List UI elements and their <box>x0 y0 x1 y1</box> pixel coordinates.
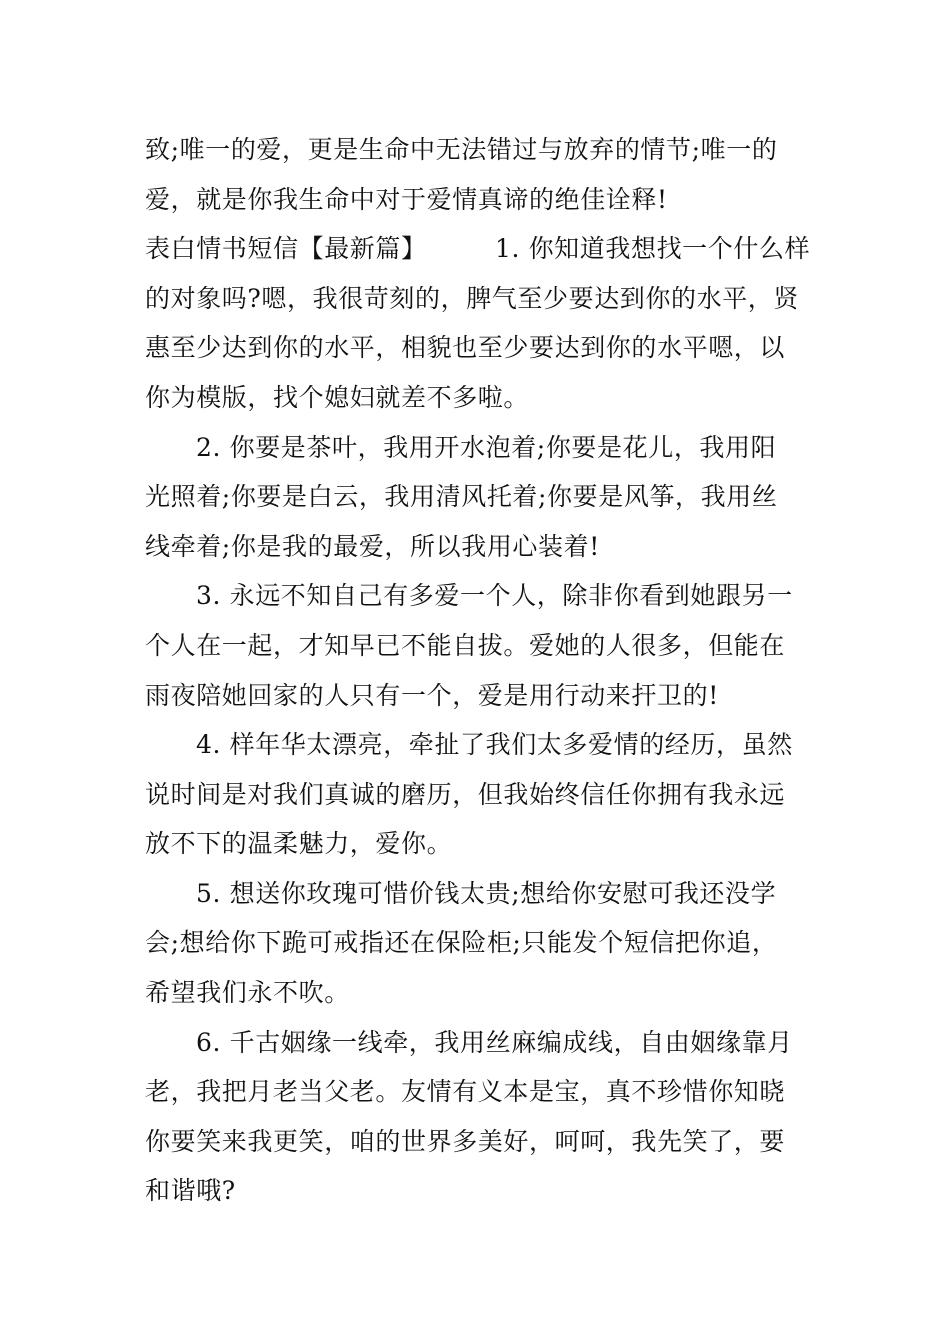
text-line: 个人在一起，才知早已不能自拔。爱她的人很多，但能在 <box>145 631 786 660</box>
paragraph-2-start: 2. 你要是茶叶，我用开水泡着;你要是花儿，我用阳 <box>196 433 777 462</box>
text-line: 你要笑来我更笑，咱的世界多美好，呵呵，我先笑了，要 <box>145 1127 786 1156</box>
text-line: 老，我把月老当父老。友情有义本是宝，真不珍惜你知晓 <box>145 1077 786 1106</box>
paragraph-6-start: 6. 千古姻缘一线牵，我用丝麻编成线，自由姻缘靠月 <box>196 1028 793 1057</box>
text-line: 雨夜陪她回家的人只有一个，爱是用行动来扞卫的! <box>145 681 719 710</box>
text-line: 致;唯一的爱，更是生命中无法错过与放弃的情节;唯一的 <box>145 135 778 164</box>
text-line: 线牵着;你是我的最爱，所以我用心装着! <box>145 532 600 561</box>
paragraph-4-start: 4. 样年华太漂亮，牵扯了我们太多爱情的经历，虽然 <box>196 730 793 759</box>
text-line: 放不下的温柔魅力，爱你。 <box>145 829 453 858</box>
section-heading-line: 表白情书短信【最新篇】 1. 你知道我想找一个什么样 <box>145 234 811 263</box>
text-line: 希望我们永不吹。 <box>145 978 350 1007</box>
text-line: 的对象吗?嗯，我很苛刻的，脾气至少要达到你的水平，贤 <box>145 284 800 313</box>
text-line: 惠至少达到你的水平，相貌也至少要达到你的水平嗯，以 <box>145 333 786 362</box>
paragraph-5-start: 5. 想送你玫瑰可惜价钱太贵;想给你安慰可我还没学 <box>196 879 777 908</box>
text-line: 光照着;你要是白云，我用清风托着;你要是风筝，我用丝 <box>145 482 778 511</box>
paragraph-3-start: 3. 永远不知自己有多爱一个人，除非你看到她跟另一 <box>196 581 793 610</box>
text-line: 和谐哦? <box>145 1176 236 1205</box>
text-line: 会;想给你下跪可戒指还在保险柜;只能发个短信把你追， <box>145 928 778 957</box>
text-line: 说时间是对我们真诚的磨历，但我始终信任你拥有我永远 <box>145 780 786 809</box>
text-line: 你为模版，找个媳妇就差不多啦。 <box>145 383 530 412</box>
text-line: 爱，就是你我生命中对于爱情真谛的绝佳诠释! <box>145 185 668 214</box>
